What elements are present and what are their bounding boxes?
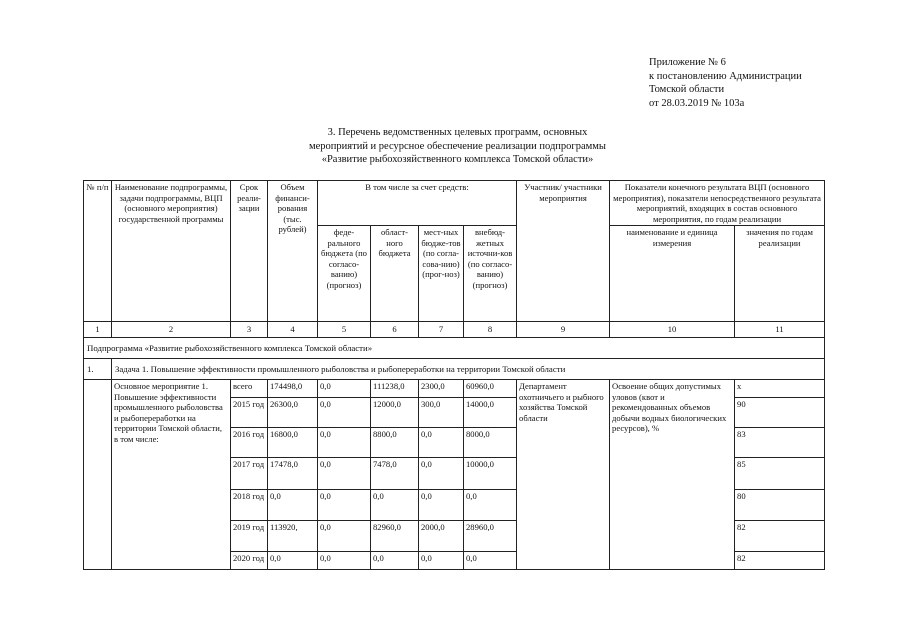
subprogram-row: Подпрограмма «Развитие рыбохозяйственного комплекса Томской области» bbox=[84, 338, 825, 359]
column-number: 5 bbox=[318, 322, 371, 338]
row-extra: 0,0 bbox=[464, 490, 517, 521]
column-number: 9 bbox=[517, 322, 610, 338]
row-local: 0,0 bbox=[419, 428, 464, 458]
appendix-block bbox=[649, 56, 802, 110]
row-federal: 0,0 bbox=[318, 490, 371, 521]
row-regional: 82960,0 bbox=[371, 521, 419, 552]
row-extra: 28960,0 bbox=[464, 521, 517, 552]
row-regional: 8800,0 bbox=[371, 428, 419, 458]
column-number-row bbox=[84, 322, 825, 338]
header-volume: Объем финанси-рования (тыс. рублей) bbox=[268, 181, 318, 322]
header-sources-group: В том числе за счет средств: bbox=[318, 181, 517, 226]
row-value: 80 bbox=[735, 490, 825, 521]
title-line: «Развитие рыбохозяйственного комплекса Томской области» bbox=[321, 154, 594, 165]
row-federal: 0,0 bbox=[318, 428, 371, 458]
header-regional: област-ного бюджета bbox=[371, 226, 419, 322]
row-extra: 0,0 bbox=[464, 552, 517, 570]
column-number: 1 bbox=[84, 322, 112, 338]
row-federal: 0,0 bbox=[318, 552, 371, 570]
column-number: 10 bbox=[610, 322, 735, 338]
column-number: 2 bbox=[112, 322, 231, 338]
indicator-cell: Освоение общих допустимых уловов (квот и рекомендованных объемов добычи водных биологических ресурсов), % bbox=[610, 380, 735, 570]
row-term: всего bbox=[231, 380, 268, 398]
row-term: 2019 год bbox=[231, 521, 268, 552]
header-federal: феде-рального бюджета (по согласо-ванию) (прогноз) bbox=[318, 226, 371, 322]
row-value: 85 bbox=[735, 458, 825, 490]
row-value: 83 bbox=[735, 428, 825, 458]
header-indicator-values: значения по годам реализации bbox=[735, 226, 825, 322]
row-term: 2015 год bbox=[231, 398, 268, 428]
header-indicator-name: наименование и единица измерения bbox=[610, 226, 735, 322]
row-federal: 0,0 bbox=[318, 380, 371, 398]
row-federal: 0,0 bbox=[318, 398, 371, 428]
column-number: 11 bbox=[735, 322, 825, 338]
column-number: 4 bbox=[268, 322, 318, 338]
row-regional: 12000,0 bbox=[371, 398, 419, 428]
row-federal: 0,0 bbox=[318, 521, 371, 552]
row-value: 90 bbox=[735, 398, 825, 428]
appendix-line: к постановлению Администрации bbox=[649, 70, 802, 82]
empty-number-cell bbox=[84, 380, 112, 570]
row-extra: 8000,0 bbox=[464, 428, 517, 458]
title-line: 3. Перечень ведомственных целевых программ, основных bbox=[327, 127, 588, 138]
participant-cell: Департамент охотничьего и рыбного хозяйства Томской области bbox=[517, 380, 610, 570]
activity-rows bbox=[84, 380, 825, 570]
row-value: x bbox=[735, 380, 825, 398]
header-indicators-group: Показатели конечного результата ВЦП (основного мероприятия), показатели непосредственного результата мероприятий, входящих в состав основного мероприятия, по годам реализации bbox=[610, 181, 825, 226]
row-local: 0,0 bbox=[419, 490, 464, 521]
main-activity-name: Основное мероприятие 1. Повышение эффективности промышленного рыболовства и рыбопереработки на территории Томской области, в том числе: bbox=[112, 380, 231, 570]
document-title bbox=[230, 126, 685, 167]
row-term: 2018 год bbox=[231, 490, 268, 521]
appendix-line: Томской области bbox=[649, 84, 725, 95]
row-extra: 10000,0 bbox=[464, 458, 517, 490]
row-volume: 113920, bbox=[268, 521, 318, 552]
program-table bbox=[83, 180, 825, 570]
row-local: 2000,0 bbox=[419, 521, 464, 552]
row-volume: 17478,0 bbox=[268, 458, 318, 490]
row-volume: 174498,0 bbox=[268, 380, 318, 398]
header-extra: внебюд-жетных источни-ков (по согласо-ванию) (прогноз) bbox=[464, 226, 517, 322]
row-local: 0,0 bbox=[419, 458, 464, 490]
table-row bbox=[84, 380, 825, 398]
row-extra: 60960,0 bbox=[464, 380, 517, 398]
row-local: 2300,0 bbox=[419, 380, 464, 398]
row-regional: 111238,0 bbox=[371, 380, 419, 398]
column-number: 3 bbox=[231, 322, 268, 338]
row-local: 300,0 bbox=[419, 398, 464, 428]
header-participant: Участник/ участники мероприятия bbox=[517, 181, 610, 322]
task-number: 1. bbox=[84, 359, 112, 380]
row-volume: 0,0 bbox=[268, 490, 318, 521]
row-volume: 26300,0 bbox=[268, 398, 318, 428]
column-number: 7 bbox=[419, 322, 464, 338]
row-term: 2017 год bbox=[231, 458, 268, 490]
row-local: 0,0 bbox=[419, 552, 464, 570]
row-term: 2016 год bbox=[231, 428, 268, 458]
header-name: Наименование подпрограммы, задачи подпрограммы, ВЦП (основного мероприятия) государственной программы bbox=[112, 181, 231, 322]
column-number: 8 bbox=[464, 322, 517, 338]
row-regional: 7478,0 bbox=[371, 458, 419, 490]
row-volume: 0,0 bbox=[268, 552, 318, 570]
task-row: Задача 1. Повышение эффективности промышленного рыболовства и рыбопереработки на территории Томской области bbox=[112, 359, 825, 380]
title-line: мероприятий и ресурсное обеспечение реализации подпрограммы bbox=[308, 140, 606, 152]
row-volume: 16800,0 bbox=[268, 428, 318, 458]
row-extra: 14000,0 bbox=[464, 398, 517, 428]
row-term: 2020 год bbox=[231, 552, 268, 570]
appendix-line: Приложение № 6 bbox=[649, 57, 726, 68]
column-number: 6 bbox=[371, 322, 419, 338]
row-regional: 0,0 bbox=[371, 490, 419, 521]
row-regional: 0,0 bbox=[371, 552, 419, 570]
appendix-line: от 28.03.2019 № 103а bbox=[649, 97, 745, 109]
row-federal: 0,0 bbox=[318, 458, 371, 490]
header-term: Срок реали-зации bbox=[231, 181, 268, 322]
row-value: 82 bbox=[735, 521, 825, 552]
header-local: мест-ных бюдже-тов (по согла-сова-нию) (прог-ноз) bbox=[419, 226, 464, 322]
row-value: 82 bbox=[735, 552, 825, 570]
header-num: № п/п bbox=[84, 181, 112, 322]
